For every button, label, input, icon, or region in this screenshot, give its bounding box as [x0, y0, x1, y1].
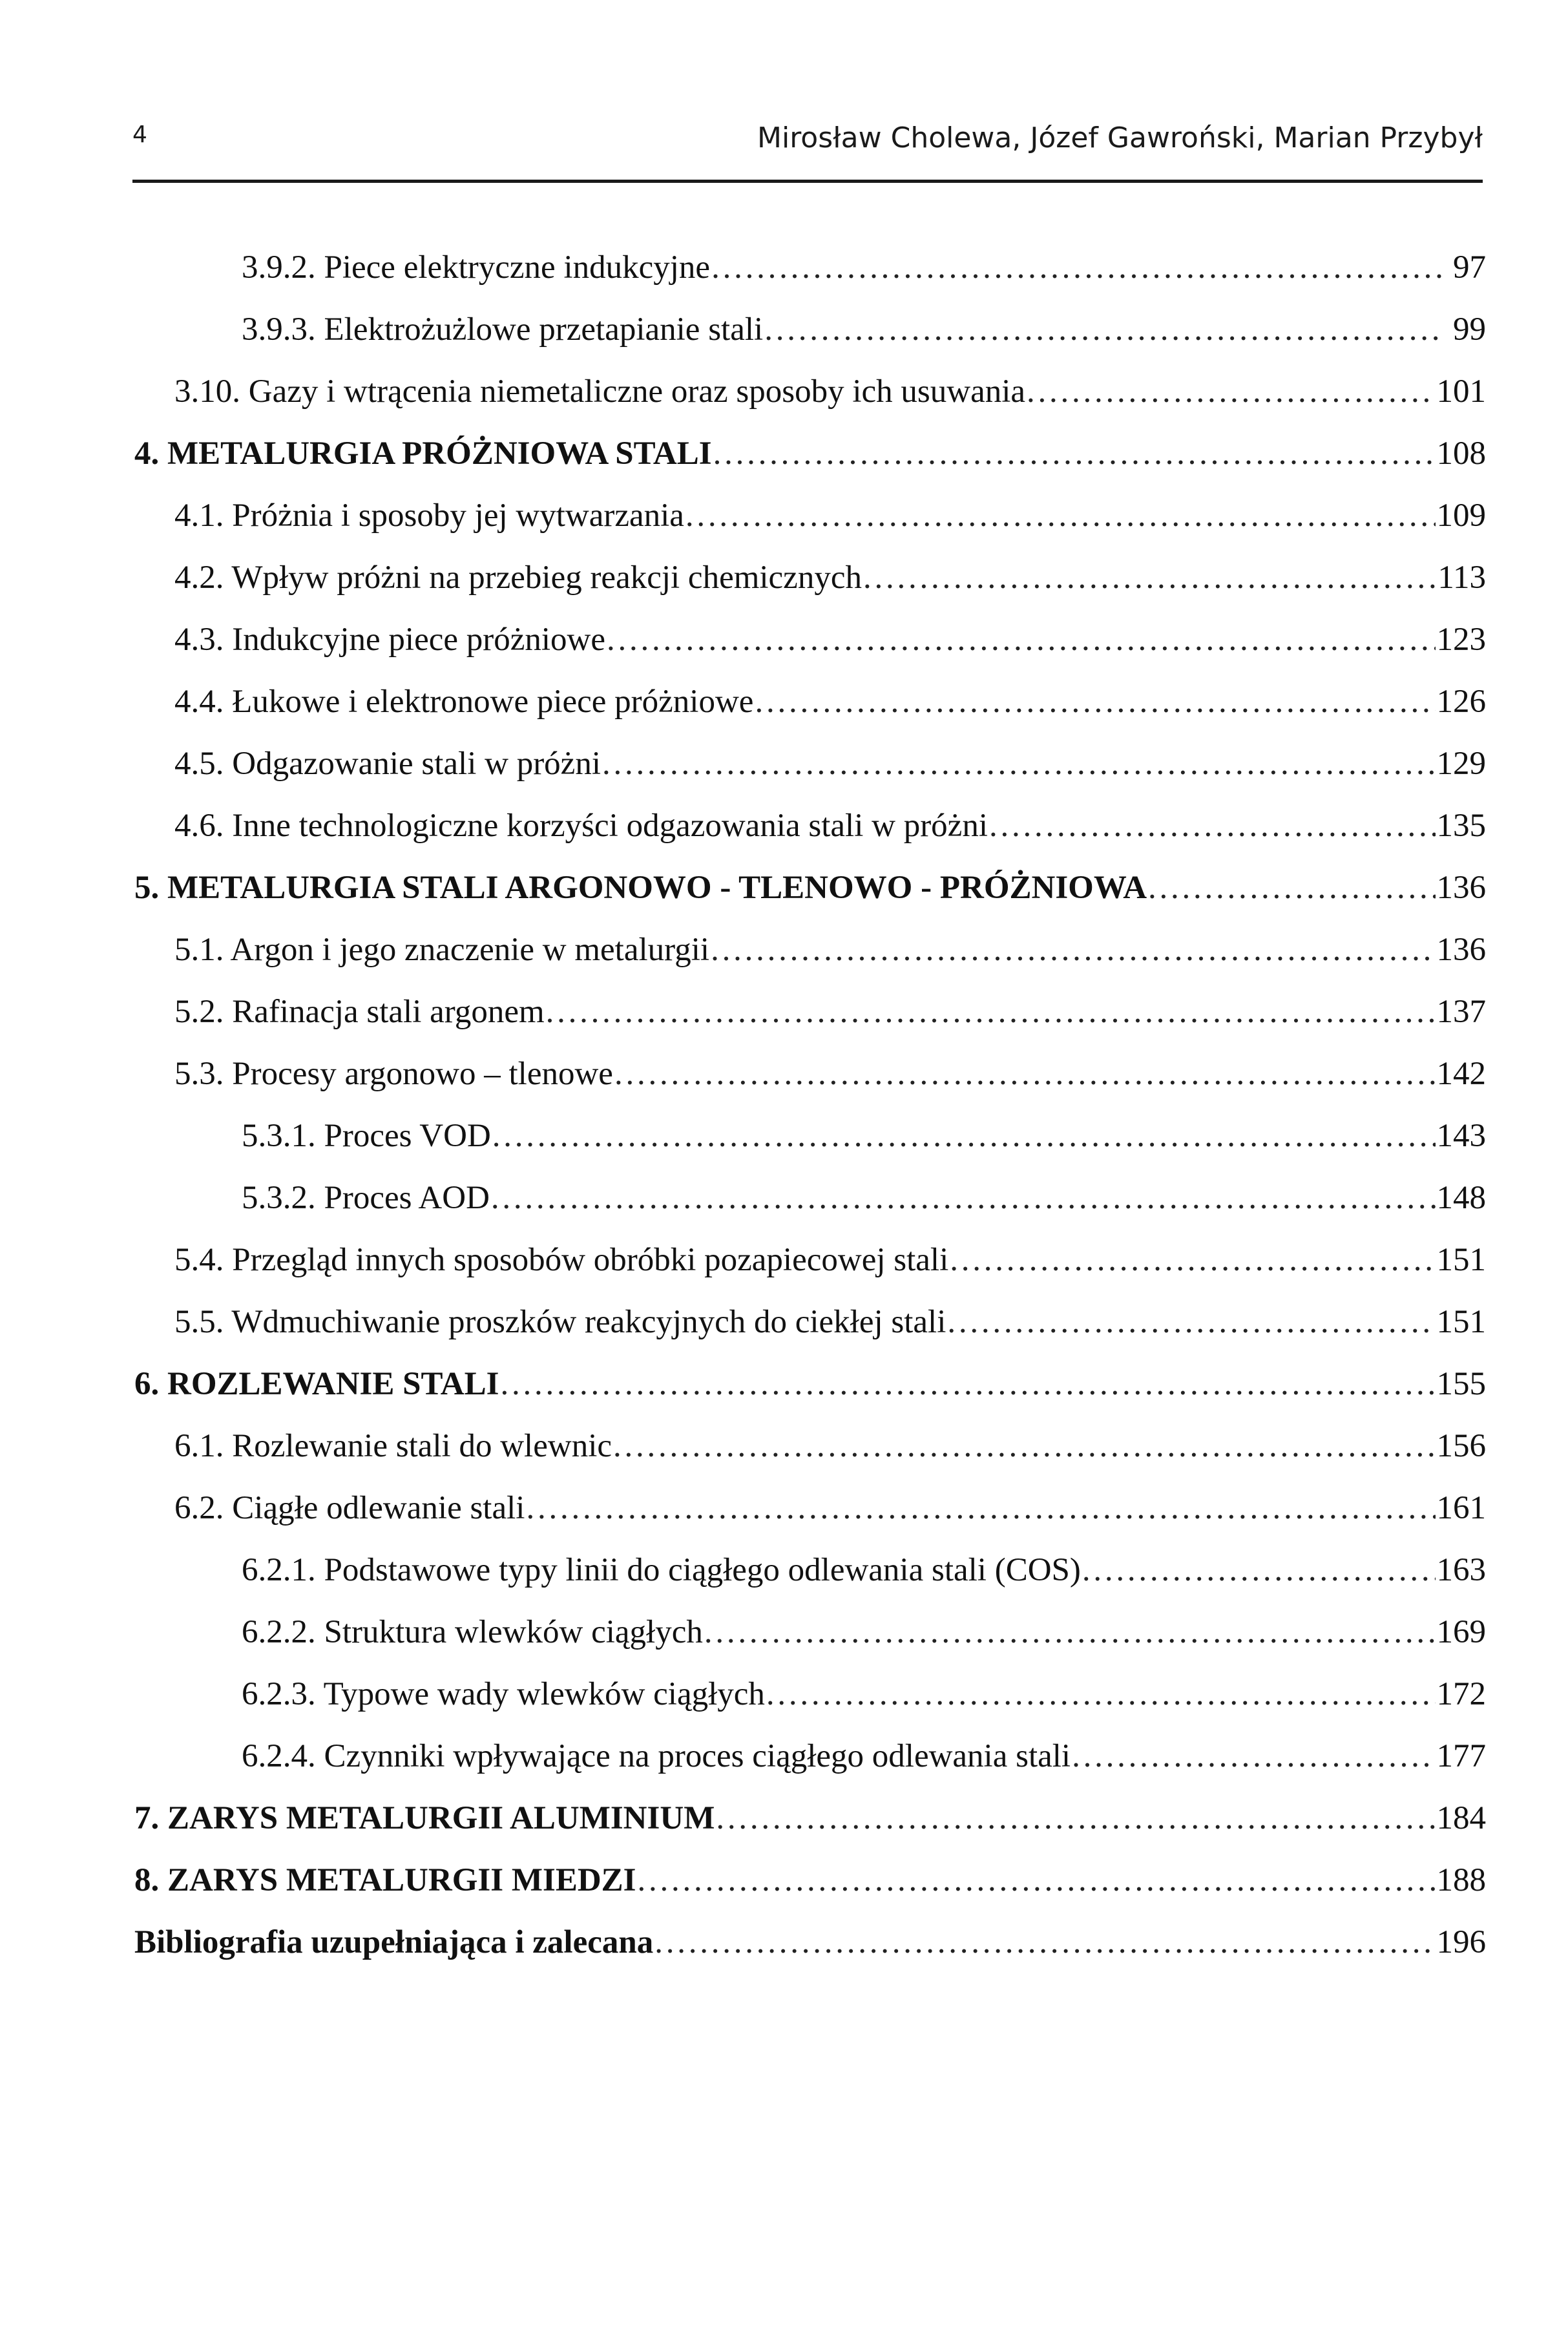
- toc-entry-page: 108: [1436, 435, 1486, 472]
- toc-entry: [174, 559, 1486, 604]
- page-number: 4: [132, 121, 147, 148]
- toc-chapter: [134, 435, 1486, 480]
- leader-dots: [546, 993, 1436, 1031]
- toc-entry: [242, 1675, 1486, 1721]
- toc-entry-page: 126: [1436, 684, 1486, 720]
- toc-entry: [174, 621, 1486, 666]
- toc-entry-title: 5.3.1. Proces VOD: [242, 1118, 491, 1154]
- toc-entry-title: 4.6. Inne technologiczne korzyści odgazowania stali w próżni: [174, 808, 988, 844]
- leader-dots: [602, 745, 1436, 782]
- toc-entry-page: 109: [1436, 498, 1486, 534]
- leader-dots: [500, 1365, 1435, 1403]
- toc-entry-page: 148: [1436, 1180, 1486, 1216]
- leader-dots: [950, 1241, 1435, 1279]
- toc-entry-page: 163: [1436, 1552, 1486, 1588]
- leader-dots: [711, 931, 1435, 969]
- toc-entry-title: 3.9.3. Elektrożużlowe przetapianie stali: [242, 311, 764, 348]
- toc-entry-page: 172: [1436, 1676, 1486, 1712]
- leader-dots: [764, 311, 1442, 348]
- toc-entry-title: 6.2.4. Czynniki wpływające na proces ciągłego odlewania stali: [242, 1738, 1071, 1774]
- leader-dots: [1027, 373, 1435, 410]
- toc-entry-page: 156: [1436, 1428, 1486, 1464]
- leader-dots: [638, 1862, 1436, 1899]
- toc-entry-page: 151: [1436, 1242, 1486, 1278]
- toc-entry-page: 143: [1436, 1118, 1486, 1154]
- toc-entry-page: 196: [1436, 1924, 1486, 1960]
- toc-entry-page: 113: [1437, 560, 1486, 596]
- toc-entry-page: 123: [1436, 622, 1486, 658]
- leader-dots: [989, 807, 1436, 845]
- leader-dots: [685, 497, 1436, 534]
- toc-entry-title: 4.1. Próżnia i sposoby jej wytwarzania: [174, 498, 684, 534]
- header-rule: [132, 180, 1483, 183]
- toc-entry-title: 6.2.3. Typowe wady wlewków ciągłych: [242, 1676, 765, 1712]
- toc-entry: [174, 1055, 1486, 1100]
- toc-entry-title: 4.4. Łukowe i elektronowe piece próżniowe: [174, 684, 754, 720]
- toc-entry-page: 184: [1436, 1800, 1486, 1836]
- toc-entry-title: 5.1. Argon i jego znaczenie w metalurgii: [174, 932, 710, 968]
- toc-entry-title: 8. ZARYS METALURGII MIEDZI: [134, 1862, 636, 1898]
- toc-entry-page: 129: [1436, 746, 1486, 782]
- toc-entry: [174, 373, 1486, 418]
- toc-entry-title: 5. METALURGIA STALI ARGONOWO - TLENOWO - PRÓŻNIOWA: [134, 870, 1147, 906]
- toc-entry-page: 169: [1436, 1614, 1486, 1650]
- toc-entry-title: 6.2.2. Struktura wlewków ciągłych: [242, 1614, 703, 1650]
- toc-entry-page: 188: [1436, 1862, 1486, 1898]
- leader-dots: [704, 1613, 1436, 1651]
- toc-entry: [242, 1179, 1486, 1224]
- toc-entry-page: 136: [1436, 932, 1486, 968]
- toc-entry-title: 3.10. Gazy i wtrącenia niemetaliczne oraz sposoby ich usuwania: [174, 373, 1026, 410]
- toc-entry-page: 101: [1436, 373, 1486, 410]
- toc-entry: [174, 497, 1486, 542]
- toc-entry-page: 155: [1436, 1366, 1486, 1402]
- toc-entry-page: 142: [1436, 1056, 1486, 1092]
- leader-dots: [766, 1675, 1436, 1713]
- toc-entry: [174, 683, 1486, 728]
- leader-dots: [947, 1303, 1435, 1341]
- leader-dots: [713, 435, 1436, 472]
- toc-entry-page: 137: [1436, 994, 1486, 1030]
- toc-entry-title: 6.2. Ciągłe odlewanie stali: [174, 1490, 525, 1526]
- leader-dots: [607, 621, 1435, 658]
- toc-entry-title: 6.1. Rozlewanie stali do wlewnic: [174, 1428, 612, 1464]
- toc-chapter: [134, 1862, 1486, 1907]
- toc-chapter: [134, 1924, 1486, 1969]
- leader-dots: [491, 1179, 1436, 1217]
- toc-entry: [242, 249, 1486, 294]
- toc-entry-page: 99: [1453, 311, 1486, 348]
- toc-entry: [242, 311, 1486, 356]
- toc-entry-title: 4. METALURGIA PRÓŻNIOWA STALI: [134, 435, 712, 472]
- toc-entry-title: 5.2. Rafinacja stali argonem: [174, 994, 545, 1030]
- leader-dots: [1148, 869, 1435, 907]
- toc-entry-title: 6. ROZLEWANIE STALI: [134, 1366, 499, 1402]
- leader-dots: [654, 1924, 1435, 1961]
- toc-entry-title: 6.2.1. Podstawowe typy linii do ciągłego odlewania stali (COS): [242, 1552, 1081, 1588]
- toc-chapter: [134, 869, 1486, 914]
- toc-entry-title: 3.9.2. Piece elektryczne indukcyjne: [242, 249, 711, 286]
- leader-dots: [863, 559, 1436, 596]
- toc-entry: [174, 1489, 1486, 1535]
- toc-entry: [242, 1551, 1486, 1597]
- toc-entry-page: 135: [1436, 808, 1486, 844]
- authors-line: Mirosław Cholewa, Józef Gawroński, Marian Przybył: [757, 121, 1483, 154]
- toc-chapter: [134, 1799, 1486, 1845]
- toc-entry-page: 177: [1436, 1738, 1486, 1774]
- leader-dots: [755, 683, 1435, 720]
- running-header: [132, 121, 1483, 160]
- toc-entry-title: 4.5. Odgazowanie stali w próżni: [174, 746, 601, 782]
- toc-entry-title: 4.2. Wpływ próżni na przebieg reakcji chemicznych: [174, 560, 862, 596]
- toc-entry-title: 4.3. Indukcyjne piece próżniowe: [174, 622, 606, 658]
- toc-entry: [242, 1737, 1486, 1783]
- toc-entry: [174, 931, 1486, 976]
- toc-entry-title: 5.4. Przegląd innych sposobów obróbki pozapiecowej stali: [174, 1242, 949, 1278]
- toc-entry: [174, 807, 1486, 852]
- toc-entry-title: 7. ZARYS METALURGII ALUMINIUM: [134, 1800, 715, 1836]
- leader-dots: [492, 1117, 1436, 1155]
- toc-entry-title: 5.3. Procesy argonowo – tlenowe: [174, 1056, 613, 1092]
- leader-dots: [613, 1427, 1436, 1465]
- toc-entry: [174, 993, 1486, 1038]
- toc-entry: [174, 745, 1486, 790]
- toc-entry: [242, 1613, 1486, 1659]
- leader-dots: [526, 1489, 1435, 1527]
- toc-entry-title: Bibliografia uzupełniająca i zalecana: [134, 1924, 654, 1960]
- leader-dots: [1072, 1737, 1435, 1775]
- toc-entry-page: 97: [1453, 249, 1486, 286]
- toc-entry: [174, 1241, 1486, 1286]
- leader-dots: [614, 1055, 1436, 1093]
- leader-dots: [716, 1799, 1435, 1837]
- toc-chapter: [134, 1365, 1486, 1411]
- toc-entry-page: 136: [1436, 870, 1486, 906]
- toc-entry: [242, 1117, 1486, 1162]
- toc-entry-title: 5.5. Wdmuchiwanie proszków reakcyjnych do ciekłej stali: [174, 1304, 946, 1340]
- leader-dots: [1082, 1551, 1436, 1589]
- toc-entry-page: 161: [1436, 1490, 1486, 1526]
- toc-entry: [174, 1303, 1486, 1348]
- leader-dots: [711, 249, 1442, 286]
- toc-entry-page: 151: [1436, 1304, 1486, 1340]
- toc-entry-title: 5.3.2. Proces AOD: [242, 1180, 490, 1216]
- toc-entry: [174, 1427, 1486, 1473]
